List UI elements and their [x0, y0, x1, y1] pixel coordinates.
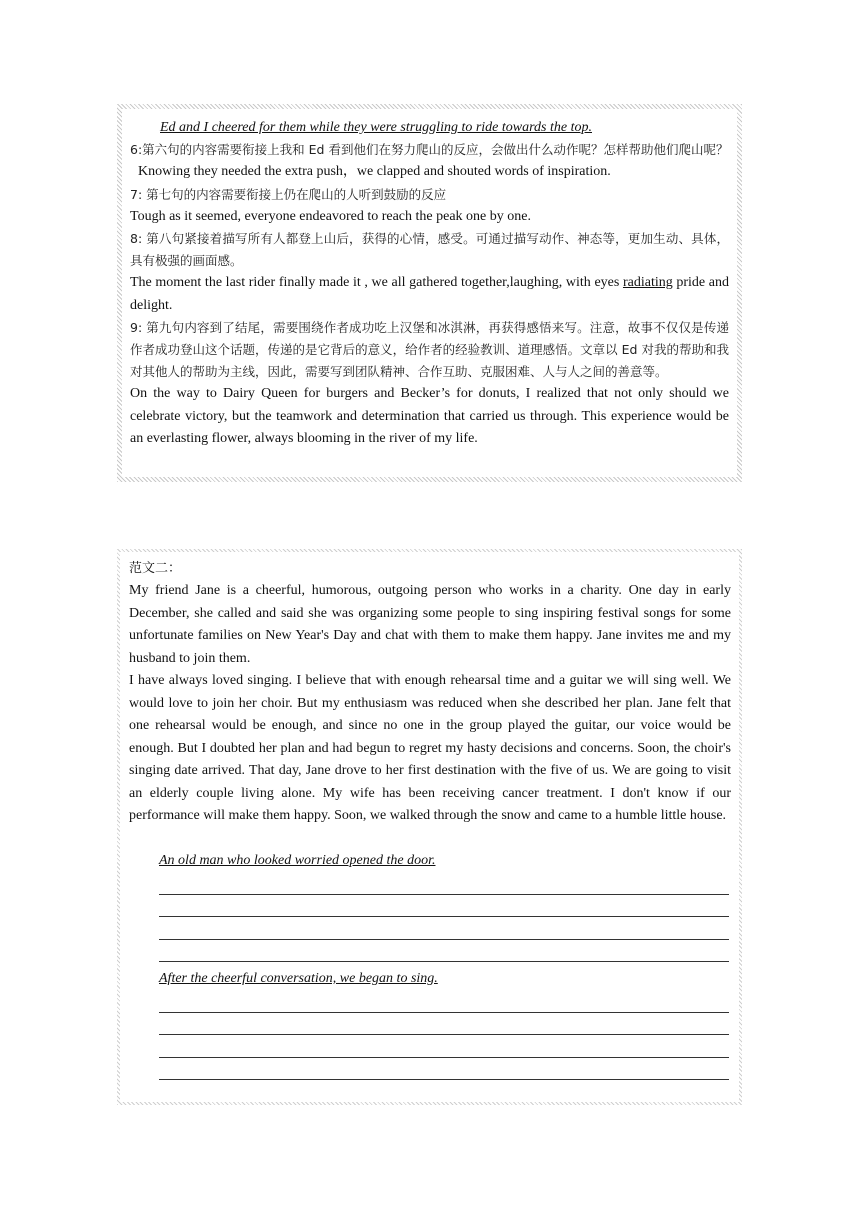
note-9: 9: 第九句内容到了结尾，需要围绕作者成功吃上汉堡和冰淇淋，再获得感悟来写。注意，故事不仅仅是传递作者成功登山这个话题，传递的是它背后的意义，给作者的经验教训、道理感悟。文章以 Ed 对我的帮助和我对其他人的帮助为主线，因此，需要写到团队精神、合作互助、克服困难、人与人之间的善意等。	[130, 320, 729, 379]
writing-line[interactable]	[159, 1013, 729, 1036]
answer-8-underlined-word: radiating	[622, 275, 673, 290]
note-8: 8: 第八句紧接着描写所有人都登上山后，获得的心情，感受。可通过描写动作、神态等，更加生动、具体，具有极强的画面感。	[130, 231, 729, 268]
writing-line[interactable]	[159, 990, 729, 1013]
sample-title: 范文二：	[129, 561, 182, 576]
lead-sentence-1: Ed and I cheered for them while they were struggling to ride towards the top.	[160, 120, 592, 135]
note-7: 7: 第七句的内容需要衔接上仍在爬山的人听到鼓励的反应	[130, 186, 447, 202]
sample-essay-box-2	[117, 549, 742, 1105]
continuation-lead-2: After the cheerful conversation, we began to sing.	[159, 971, 438, 986]
writing-line[interactable]	[159, 1058, 729, 1081]
answer-8-part-1: The moment the last rider finally made it , we all gathered together,laughing, with eyes	[130, 275, 623, 290]
writing-line[interactable]	[159, 1035, 729, 1058]
answer-box-1	[117, 104, 742, 482]
writing-line[interactable]	[159, 917, 729, 940]
essay-paragraph-1: My friend Jane is a cheerful, humorous, outgoing person who works in a charity. One day in early December, she called and said she was organizing some people to sing inspiring festival songs for some unfortunate families on New Year's Day and chat with them to make them happy. Jane invites me and my husband to join them.	[129, 583, 731, 666]
note-6: 6:第六句的内容需要衔接上我和 Ed 看到他们在努力爬山的反应，会做出什么动作呢？怎样帮助他们爬山呢？	[130, 142, 729, 157]
answer-7: Tough as it seemed, everyone endeavored to reach the peak one by one.	[130, 208, 531, 224]
spacer	[129, 828, 731, 851]
writing-line[interactable]	[159, 940, 729, 963]
continuation-lead-1: An old man who looked worried opened the door.	[159, 853, 436, 868]
answer-8-part-2: pride and delight.	[130, 275, 729, 313]
answer-8	[130, 272, 729, 317]
essay-paragraph-2: I have always loved singing. I believe that with enough rehearsal time and a guitar we will sing well. We would love to join her choir. But my enthusiasm was reduced when she described her plan. Jane felt that one rehearsal would be enough, and since no one in the group played the guitar, our voice would be enough. But I doubted her plan and had begun to regret my hasty decisions and concerns. Soon, the choir's singing date arrived. That day, Jane drove to her first destination with the five of us. We are going to visit an elderly couple living alone. My wife has been receiving cancer treatment. I don't know if our performance will make them happy. Soon, we walked through the snow and came to a humble little house.	[129, 673, 731, 823]
answer-9: On the way to Dairy Queen for burgers and Becker’s for donuts, I realized that not only should we celebrate victory, but the teamwork and determination that carried us through. This experience would be an everlasting flower, always blooming in the river of my life.	[130, 386, 729, 446]
writing-line[interactable]	[159, 872, 729, 895]
writing-line[interactable]	[159, 895, 729, 918]
answer-6: Knowing they needed the extra push，we clapped and shouted words of inspiration.	[138, 164, 611, 179]
